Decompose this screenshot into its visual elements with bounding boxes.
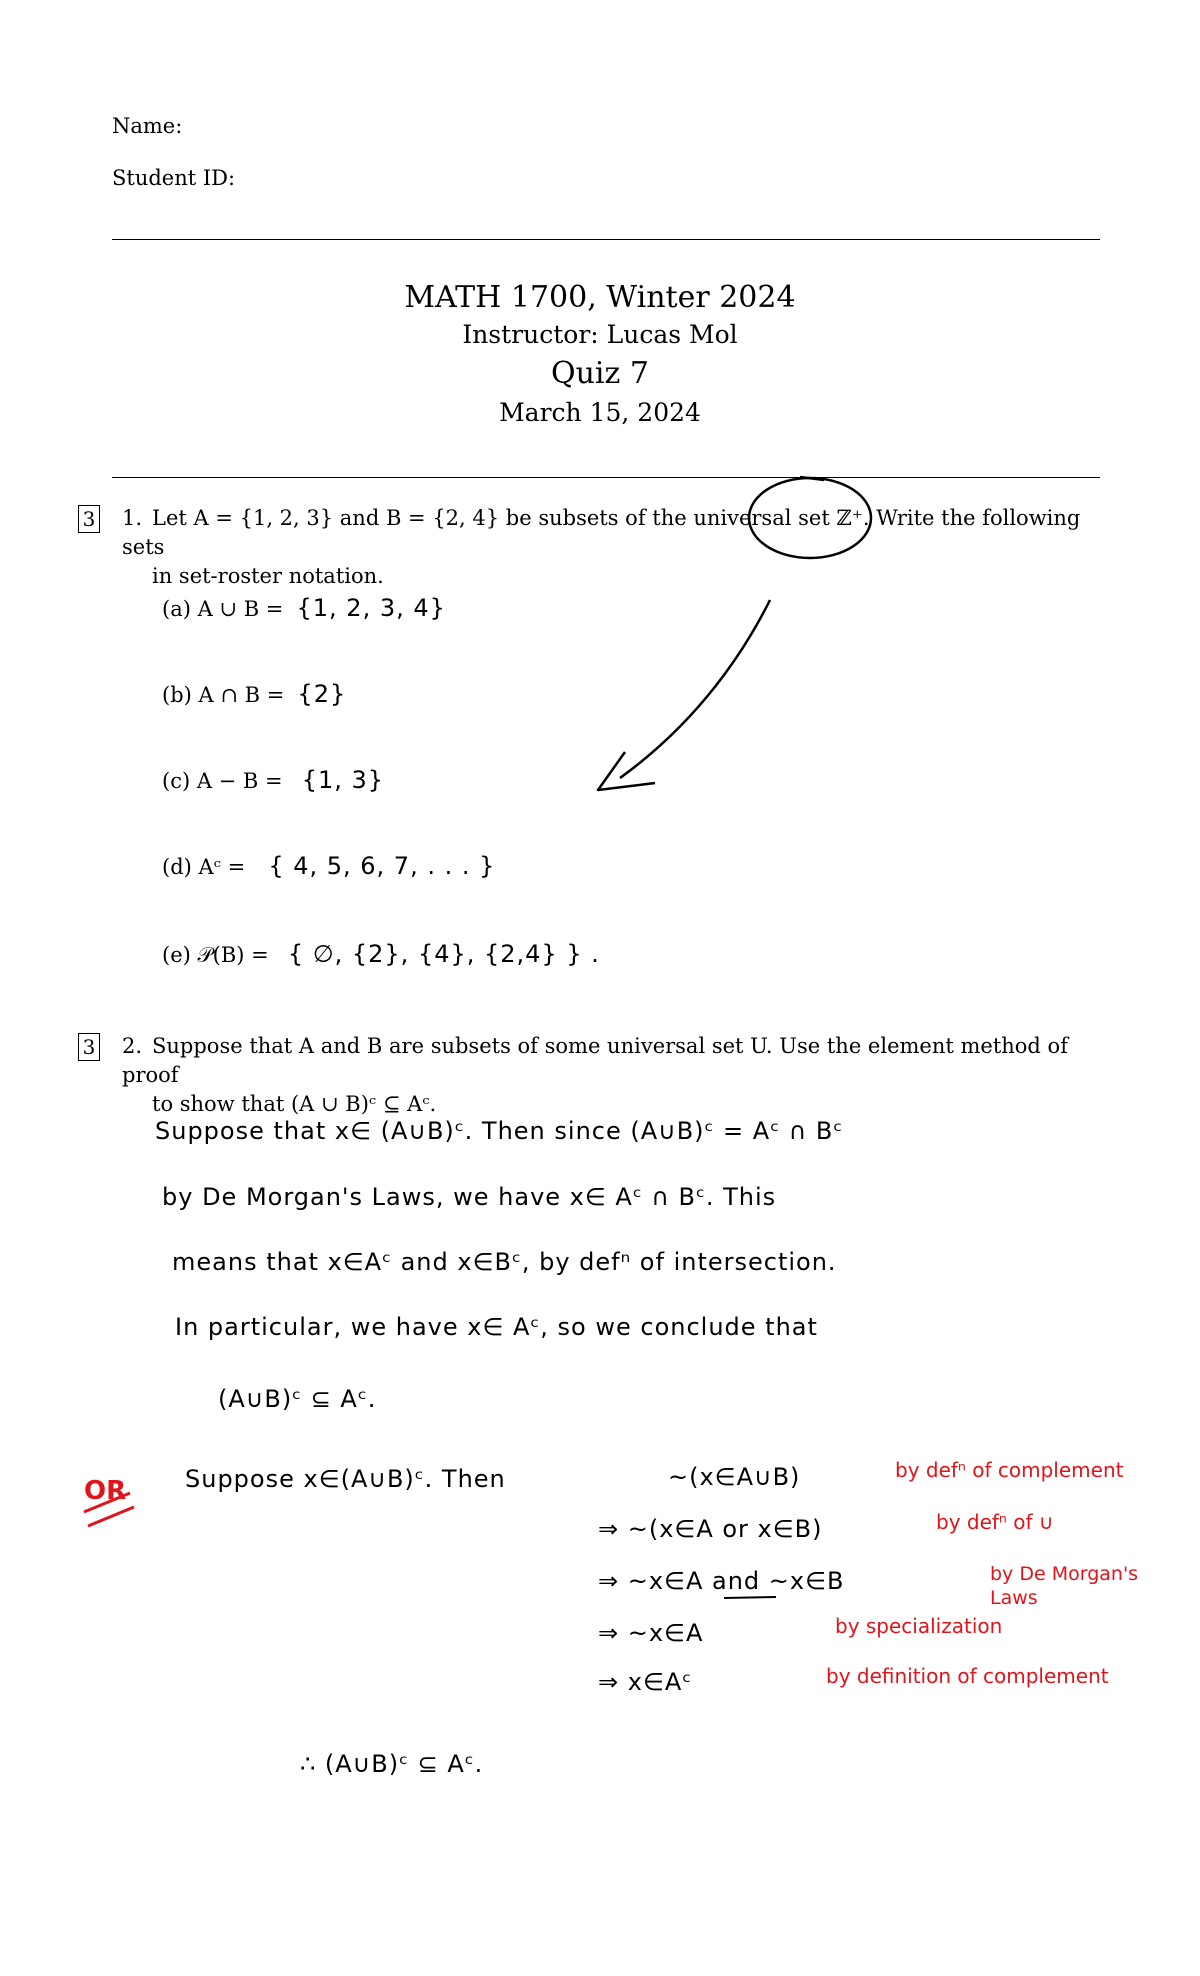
alt-step-reason: by defⁿ of ∪: [936, 1510, 1054, 1534]
course-title: MATH 1700, Winter 2024: [404, 280, 796, 315]
alt-step-statement: ~(x∈A∪B): [668, 1463, 801, 1491]
q1-part-label: (d) Aᶜ =: [162, 855, 246, 879]
proof-line-5: (A∪B)ᶜ ⊆ Aᶜ.: [218, 1385, 377, 1413]
student-id-label: Student ID:: [112, 166, 236, 190]
proof-line-4: In particular, we have x∈ Aᶜ, so we conclude that: [175, 1313, 818, 1341]
alt-step-statement: ⇒ ~x∈A and ~x∈B: [598, 1567, 845, 1595]
alt-step-reason: by De Morgan's Laws: [990, 1563, 1139, 1609]
or-underline: [88, 1507, 134, 1526]
quiz-date: March 15, 2024: [499, 398, 701, 427]
q1-answer-handwritten: {2}: [297, 680, 347, 708]
proof-line-3: means that x∈Aᶜ and x∈Bᶜ, by defⁿ of intersection.: [172, 1248, 837, 1276]
alt-step-reason: by defⁿ of complement: [895, 1458, 1124, 1482]
q1-points-box: 3: [78, 505, 100, 533]
q1-prompt-line2: in set-roster notation.: [152, 564, 384, 588]
q2-points-box: 3: [78, 1033, 100, 1061]
q1-part-a: [162, 594, 446, 622]
arrow-head-icon: [598, 752, 655, 790]
alt-step-statement: ⇒ ~x∈A: [598, 1619, 704, 1647]
name-label: Name:: [112, 114, 183, 138]
alt-step-reason: by definition of complement: [826, 1664, 1109, 1688]
q1-part-c: [162, 766, 384, 794]
q1-answer-handwritten: { ∅, {2}, {4}, {2,4} } .: [287, 940, 600, 968]
q2-prompt-line2: to show that (A ∪ B)ᶜ ⊆ Aᶜ.: [152, 1092, 437, 1116]
q1-part-label: (a) A ∪ B =: [162, 597, 284, 621]
arrow-shaft: [620, 600, 770, 778]
and-underline: [724, 1597, 776, 1598]
instructor-line: Instructor: Lucas Mol: [462, 320, 738, 349]
q1-part-d: [162, 852, 495, 880]
proof-line-2: by De Morgan's Laws, we have x∈ Aᶜ ∩ Bᶜ. This: [162, 1183, 777, 1211]
proof-line-1: Suppose that x∈ (A∪B)ᶜ. Then since (A∪B)ᶜ = Aᶜ ∩ Bᶜ: [155, 1117, 844, 1145]
q1-number: 1.: [122, 506, 143, 530]
q1-prompt: [122, 504, 1102, 591]
q1-part-label: (b) A ∩ B =: [162, 683, 285, 707]
alt-step-statement: ⇒ ~(x∈A or x∈B): [598, 1515, 823, 1543]
q1-part-label: (e) 𝒫(B) =: [162, 943, 269, 967]
alt-step-statement: ⇒ x∈Aᶜ: [598, 1668, 693, 1696]
q1-part-b: [162, 680, 346, 708]
q2-number: 2.: [122, 1034, 143, 1058]
or-marker: OR: [84, 1476, 127, 1506]
q1-answer-handwritten: { 4, 5, 6, 7, . . . }: [268, 852, 496, 880]
q1-answer-handwritten: {1, 2, 3, 4}: [296, 594, 446, 622]
q1-prompt-line1: Let A = {1, 2, 3} and B = {2, 4} be subsets of the universal set ℤ⁺. Write the following sets: [122, 506, 1081, 559]
q1-part-label: (c) A − B =: [162, 769, 283, 793]
title-rule: [112, 477, 1100, 478]
q2-prompt-line1: Suppose that A and B are subsets of some universal set U. Use the element method of proof: [122, 1034, 1068, 1087]
q1-part-e: [162, 940, 600, 968]
alt-proof-start: Suppose x∈(A∪B)ᶜ. Then: [185, 1465, 506, 1493]
header-rule: [112, 239, 1100, 240]
alt-step-reason: by specialization: [835, 1614, 1003, 1638]
q1-answer-handwritten: {1, 3}: [301, 766, 385, 794]
q2-prompt: [122, 1032, 1102, 1119]
quiz-title: Quiz 7: [551, 356, 649, 391]
alt-proof-conclusion: ∴ (A∪B)ᶜ ⊆ Aᶜ.: [300, 1750, 484, 1778]
